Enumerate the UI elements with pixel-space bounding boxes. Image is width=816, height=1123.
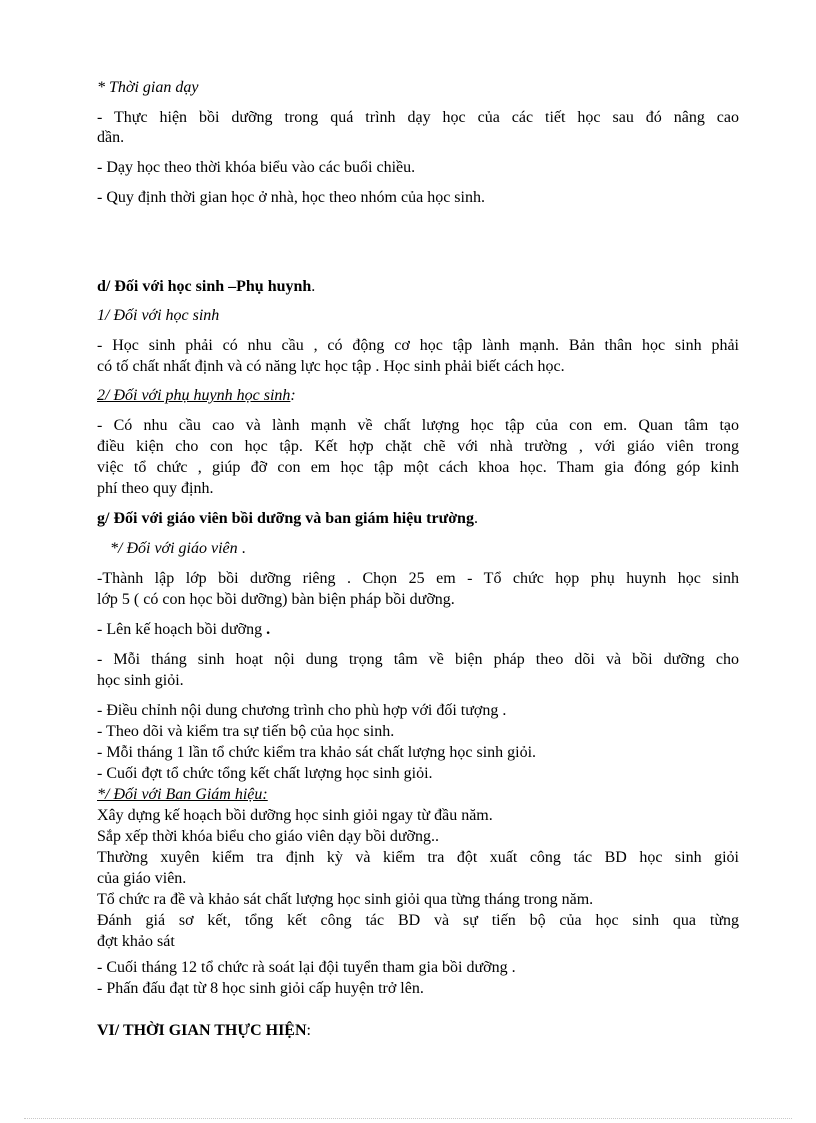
parents-subheading-text: 2/ Đối với phụ huynh học sinh <box>97 387 291 404</box>
paragraph-line: có tố chất nhất định và có năng lực học tập . Học sinh phải biết cách học. <box>97 358 565 375</box>
section-d-heading-end: . <box>311 278 316 295</box>
paragraph-line: - Cuối đợt tổ chức tổng kết chất lượng học sinh giỏi. <box>97 765 433 782</box>
teacher-subheading <box>110 538 752 559</box>
paragraph-line <box>97 619 739 640</box>
plan-line-end: . <box>262 621 271 638</box>
paragraph-line: học sinh giỏi. <box>97 672 184 689</box>
paragraph-line: Thường xuyên kiểm tra định kỳ và kiểm tra đột xuất công tác BD học sinh giỏi <box>97 849 739 866</box>
section-vi-heading-end: : <box>306 1022 311 1039</box>
bgh-subheading: */ Đối với Ban Giám hiệu: <box>97 786 268 803</box>
paragraph-line: đợt khảo sát <box>97 933 175 950</box>
parents-subheading-end: : <box>290 387 296 404</box>
paragraph-line: - Thực hiện bồi dưỡng trong quá trình dạy học của các tiết học sau đó nâng cao <box>97 109 739 126</box>
teacher-subheading-end: . <box>237 540 246 557</box>
paragraph-line: -Thành lập lớp bồi dưỡng riêng . Chọn 25 em - Tổ chức họp phụ huynh học sinh <box>97 570 739 587</box>
paragraph-line: - Dạy học theo thời khóa biểu vào các buổi chiều. <box>97 159 416 176</box>
paragraph-line: Đánh giá sơ kết, tổng kết công tác BD và sự tiến bộ của học sinh qua từng <box>97 912 739 929</box>
section-g-heading-text: g/ Đối với giáo viên bồi dưỡng và ban giám hiệu trường <box>97 510 474 527</box>
paragraph-line: lớp 5 ( có con học bồi dưỡng) bàn biện pháp bồi dưỡng. <box>97 591 455 608</box>
paragraph-line: - Cuối tháng 12 tổ chức rà soát lại đội tuyển tham gia bồi dưỡng . <box>97 959 516 976</box>
page-bottom-divider <box>24 1118 792 1119</box>
section-vi-heading-text: VI/ THỜI GIAN THỰC HIỆN <box>97 1022 307 1039</box>
paragraph-line: phí theo quy định. <box>97 480 214 497</box>
students-subheading: 1/ Đối với học sinh <box>97 307 220 324</box>
teaching-time-heading: * Thời gian dạy <box>97 79 199 96</box>
section-d-heading-text: d/ Đối với học sinh –Phụ huynh <box>97 278 312 295</box>
paragraph-line: việc tổ chức , giúp đỡ con em học tập một cách khoa học. Tham gia đóng góp kinh <box>97 459 739 476</box>
paragraph-line: điều kiện cho con học tập. Kết hợp chặt chẽ với nhà trường , với giáo viên trong <box>97 438 739 455</box>
paragraph-line: Tổ chức ra đề và khảo sát chất lượng học sinh giỏi qua từng tháng trong năm. <box>97 891 594 908</box>
paragraph-line: - Học sinh phải có nhu cầu , có động cơ học tập lành mạnh. Bản thân học sinh phải <box>97 337 739 354</box>
paragraph-line: - Mỗi tháng 1 lần tổ chức kiểm tra khảo sát chất lượng học sinh giỏi. <box>97 744 537 761</box>
paragraph-line: của giáo viên. <box>97 870 187 887</box>
section-d-heading <box>97 276 739 297</box>
paragraph-line: - Theo dõi và kiểm tra sự tiến bộ của học sinh. <box>97 723 395 740</box>
paragraph-line: Sắp xếp thời khóa biểu cho giáo viên dạy bồi dưỡng.. <box>97 828 439 845</box>
section-vi-heading <box>97 1020 739 1041</box>
section-g-heading-end: . <box>473 510 478 527</box>
teacher-subheading-text: */ Đối với giáo viên <box>110 540 238 557</box>
paragraph-line: - Phấn đấu đạt từ 8 học sinh giỏi cấp huyện trở lên. <box>97 980 424 997</box>
paragraph-line: - Quy định thời gian học ở nhà, học theo nhóm của học sinh. <box>97 189 485 206</box>
parents-subheading <box>97 385 739 406</box>
plan-line-text: - Lên kế hoạch bồi dưỡng <box>97 621 263 638</box>
paragraph-line: dần. <box>97 129 125 146</box>
paragraph-line: Xây dựng kế hoạch bồi dưỡng học sinh giỏi ngay từ đầu năm. <box>97 807 493 824</box>
section-g-heading <box>97 508 739 529</box>
paragraph-line: - Mỗi tháng sinh hoạt nội dung trọng tâm về biện pháp theo dõi và bồi dưỡng cho <box>97 651 739 668</box>
paragraph-line: - Có nhu cầu cao và lành mạnh về chất lượng học tập của con em. Quan tâm tạo <box>97 417 739 434</box>
paragraph-line: - Điều chỉnh nội dung chương trình cho phù hợp với đối tượng . <box>97 702 507 719</box>
